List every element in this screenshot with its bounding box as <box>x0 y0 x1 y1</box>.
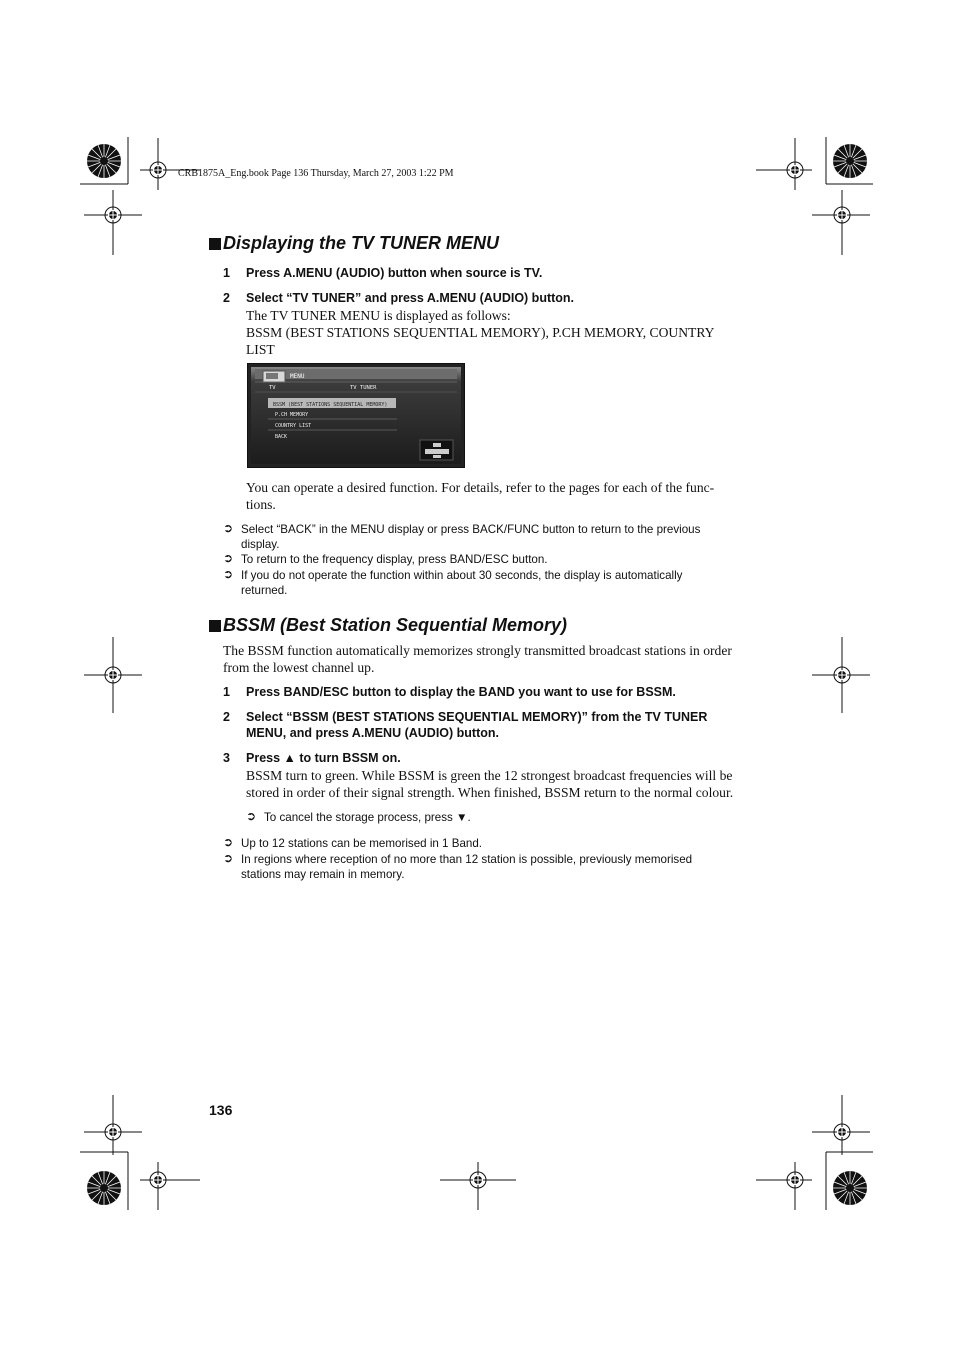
note-arrow-icon: ➲ <box>223 567 234 581</box>
page-number: 136 <box>209 1102 233 1118</box>
step-number: 1 <box>223 685 230 699</box>
tv-tuner-menu-screen <box>247 363 465 468</box>
note-text: To return to the frequency display, press BAND/ESC button. <box>241 553 548 566</box>
square-bullet-icon <box>209 620 221 632</box>
step-2-desc-2: BSSM (BEST STATIONS SEQUENTIAL MEMORY), P.CH MEMORY, COUNTRY <box>246 325 715 340</box>
bssm-step-1 <box>223 685 783 701</box>
note-text: display. <box>241 538 280 551</box>
section-title-bssm <box>209 615 567 636</box>
step-text: Press A.MENU (AUDIO) button when source is TV. <box>246 266 543 280</box>
note-text: In regions where reception of no more than 12 station is possible, previously memorised <box>241 853 693 866</box>
step-text: MENU, and press A.MENU (AUDIO) button. <box>246 726 500 740</box>
after-screen-text-1: You can operate a desired function. For details, refer to the pages for each of the func- <box>246 480 715 495</box>
screen-title: TV TUNER <box>350 385 377 391</box>
step-text: Select “BSSM (BEST STATIONS SEQUENTIAL MEMORY)” from the TV TUNER <box>246 710 708 724</box>
step-text: Press ▲ to turn BSSM on. <box>246 751 401 765</box>
step-text: Press BAND/ESC button to display the BAND you want to use for BSSM. <box>246 685 676 699</box>
screen-item-bssm: BSSM (BEST STATIONS SEQUENTIAL MEMORY) <box>273 402 388 408</box>
note-back <box>223 522 783 552</box>
note-text: If you do not operate the function within about 30 seconds, the display is automatically <box>241 569 683 582</box>
after-screen-text-2: tions. <box>246 497 276 512</box>
note-arrow-icon: ➲ <box>223 835 234 849</box>
screen-menu-label: MENU <box>290 373 305 380</box>
note-12-stations <box>223 836 783 852</box>
note-text: To cancel the storage process, press ▼. <box>264 811 471 824</box>
note-frequency-display <box>223 552 783 568</box>
step-number: 2 <box>223 291 230 305</box>
note-arrow-icon: ➲ <box>223 551 234 565</box>
note-text: Up to 12 stations can be memorised in 1 Band. <box>241 837 483 850</box>
screen-item-country-list: COUNTRY LIST <box>275 423 312 429</box>
screen-source-label: TV <box>269 385 276 391</box>
print-header: CRB1875A_Eng.book Page 136 Thursday, March 27, 2003 1:22 PM <box>178 168 454 179</box>
step-number: 3 <box>223 751 230 765</box>
bssm-intro-2: from the lowest channel up. <box>223 660 375 675</box>
step-1 <box>223 266 783 282</box>
square-bullet-icon <box>209 238 221 250</box>
step-number: 1 <box>223 266 230 280</box>
note-arrow-icon: ➲ <box>223 851 234 865</box>
note-timeout <box>223 568 783 598</box>
screen-item-pch-memory: P.CH MEMORY <box>275 412 309 418</box>
step-2-desc-1: The TV TUNER MENU is displayed as follows: <box>246 308 511 323</box>
step-number: 2 <box>223 710 230 724</box>
note-text: returned. <box>241 584 288 597</box>
bssm-intro-1: The BSSM function automatically memorizes strongly transmitted broadcast stations in order <box>223 643 732 658</box>
step-2-desc-3: LIST <box>246 342 275 357</box>
note-text: stations may remain in memory. <box>241 868 405 881</box>
bssm-step-3-body-2: stored in order of their signal strength. When finished, BSSM return to the normal colour. <box>246 785 734 800</box>
bssm-step-3 <box>223 751 783 767</box>
section-title-tv-tuner-menu <box>209 233 499 254</box>
section-title-text: Displaying the TV TUNER MENU <box>223 233 500 253</box>
step-text: Select “TV TUNER” and press A.MENU (AUDIO) button. <box>246 291 575 305</box>
section-title-text: BSSM (Best Station Sequential Memory) <box>223 615 568 635</box>
bssm-step-2 <box>223 710 783 742</box>
note-cancel-storage <box>246 810 766 826</box>
step-2 <box>223 291 783 307</box>
note-arrow-icon: ➲ <box>246 809 257 823</box>
bssm-step-3-body-1: BSSM turn to green. While BSSM is green the 12 strongest broadcast frequencies will be <box>246 768 733 783</box>
note-text: Select “BACK” in the MENU display or press BACK/FUNC button to return to the previous <box>241 523 701 536</box>
note-arrow-icon: ➲ <box>223 521 234 535</box>
screen-item-back: BACK <box>275 434 288 440</box>
note-regions <box>223 852 783 882</box>
